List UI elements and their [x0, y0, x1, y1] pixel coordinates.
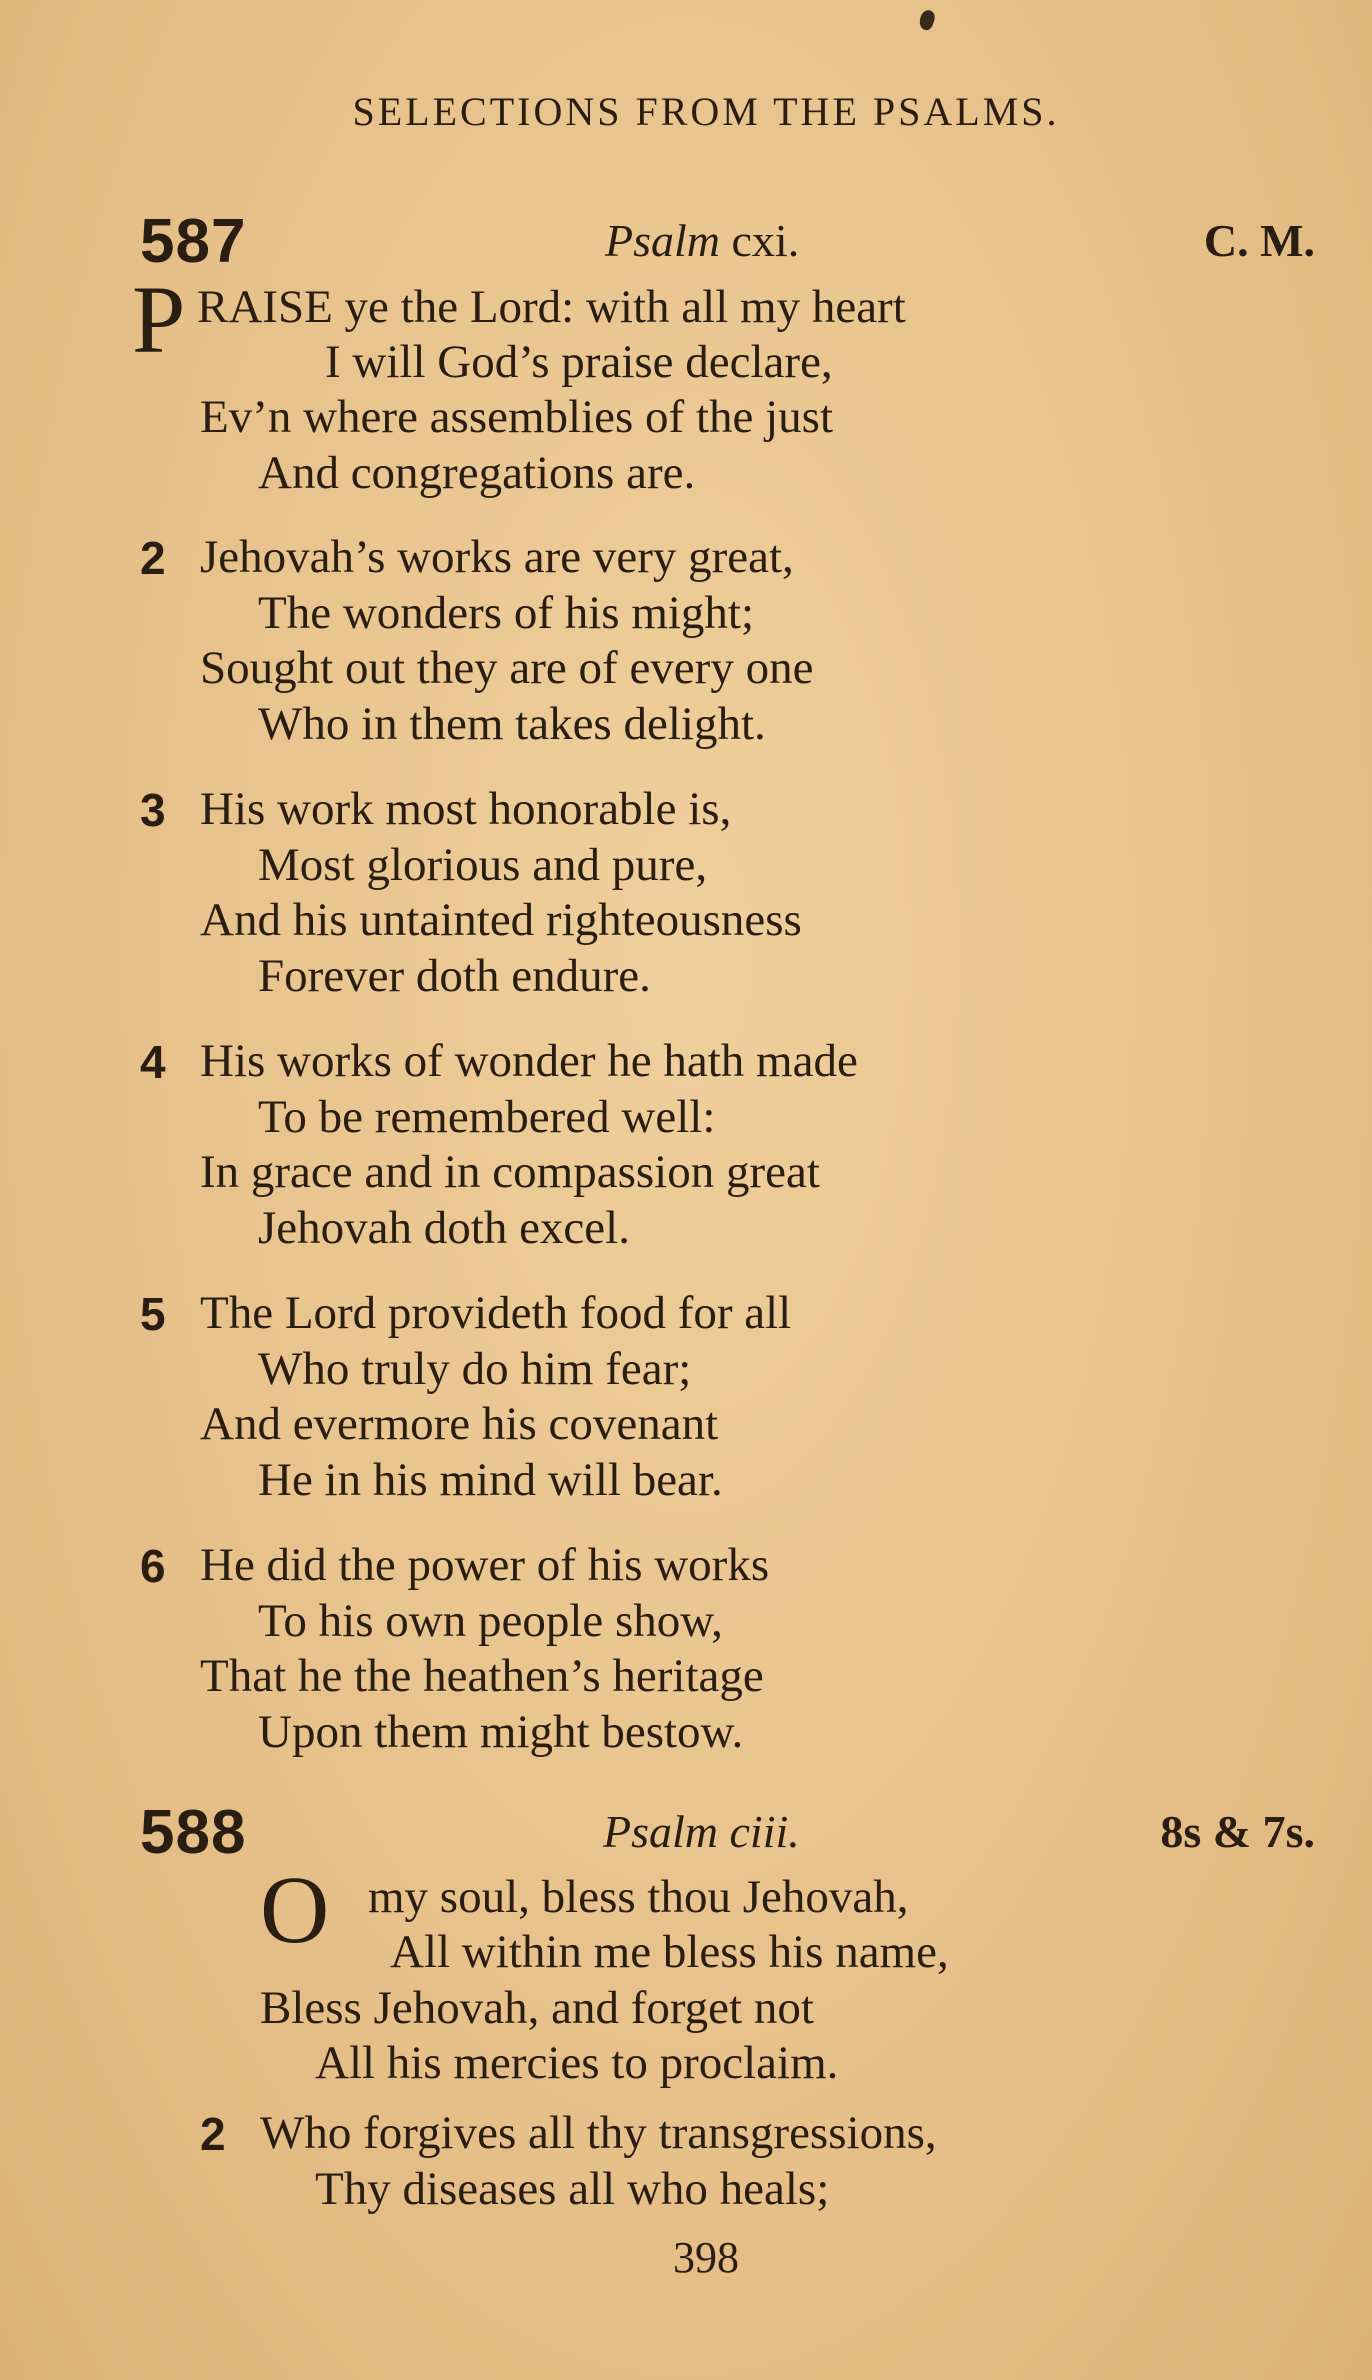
psalm-reference: [605, 214, 799, 267]
verse-number: 5: [140, 1288, 166, 1340]
verse-line: Upon them might bestow.: [258, 1706, 744, 1758]
verse-line: His works of wonder he hath made: [200, 1035, 858, 1087]
verse-line: Most glorious and pure,: [258, 839, 708, 891]
drop-cap: O: [260, 1856, 330, 1963]
verse-line: He in his mind will bear.: [258, 1454, 723, 1506]
ornament-mark: [917, 8, 937, 32]
hymn-number: 587: [140, 207, 247, 276]
verse-line: And his untainted righteousness: [200, 894, 802, 946]
verse-number: 3: [140, 784, 166, 836]
verse-line: And evermore his covenant: [200, 1398, 719, 1450]
verse-line: Bless Jehovah, and forget not: [260, 1982, 814, 2034]
verse-line: Jehovah doth excel.: [258, 1202, 630, 1254]
verse-line: Jehovah’s works are very great,: [200, 531, 794, 583]
psalm-reference: [603, 1805, 800, 1858]
hymn-number: 588: [140, 1798, 247, 1867]
verse-line: To be remembered well:: [258, 1091, 716, 1143]
verse-line: Thy diseases all who heals;: [315, 2163, 830, 2215]
verse-line: Who forgives all thy transgressions,: [260, 2107, 937, 2159]
verse-line: And congregations are.: [258, 447, 696, 499]
verse-number: 2: [200, 2108, 226, 2160]
verse-line: RAISE ye the Lord: with all my heart: [197, 281, 906, 333]
verse-line: The Lord provideth food for all: [200, 1287, 792, 1339]
verse-line: Forever doth endure.: [258, 950, 651, 1002]
verse-line: All his mercies to proclaim.: [315, 2037, 839, 2089]
verse-line: Sought out they are of every one: [200, 642, 814, 694]
verse-line: To his own people show,: [258, 1595, 723, 1647]
psalm-numeral: cxi.: [731, 215, 800, 266]
running-head: SELECTIONS FROM THE PSALMS.: [352, 89, 1060, 134]
verse-number: 6: [140, 1540, 166, 1592]
verse-line: Who in them takes delight.: [258, 698, 766, 750]
hymn-587-header: [140, 206, 1315, 276]
meter: C. M.: [1203, 215, 1315, 266]
verse-line: I will God’s praise declare,: [325, 336, 833, 388]
verse-line: All within me bless his name,: [390, 1926, 949, 1978]
verse-line: The wonders of his might;: [258, 587, 755, 639]
verse-line: He did the power of his works: [200, 1539, 770, 1591]
page-number: 398: [673, 2233, 739, 2282]
verse-line: His work most honorable is,: [200, 783, 732, 835]
verse-number: 4: [140, 1036, 166, 1088]
verse-number: 2: [140, 532, 166, 584]
psalm-label: Psalm: [605, 215, 720, 266]
meter: 8s & 7s.: [1160, 1806, 1315, 1857]
psalm-label: Psalm: [603, 1806, 718, 1857]
psalm-numeral: ciii.: [729, 1806, 800, 1857]
verse-line: Who truly do him fear;: [258, 1343, 692, 1395]
verse-line: That he the heathen’s heritage: [200, 1650, 764, 1702]
verse-line: my soul, bless thou Jehovah,: [368, 1871, 909, 1923]
verse-line: Ev’n where assemblies of the just: [200, 391, 834, 443]
drop-cap: P: [132, 266, 186, 373]
verse-line: In grace and in compassion great: [200, 1146, 820, 1198]
